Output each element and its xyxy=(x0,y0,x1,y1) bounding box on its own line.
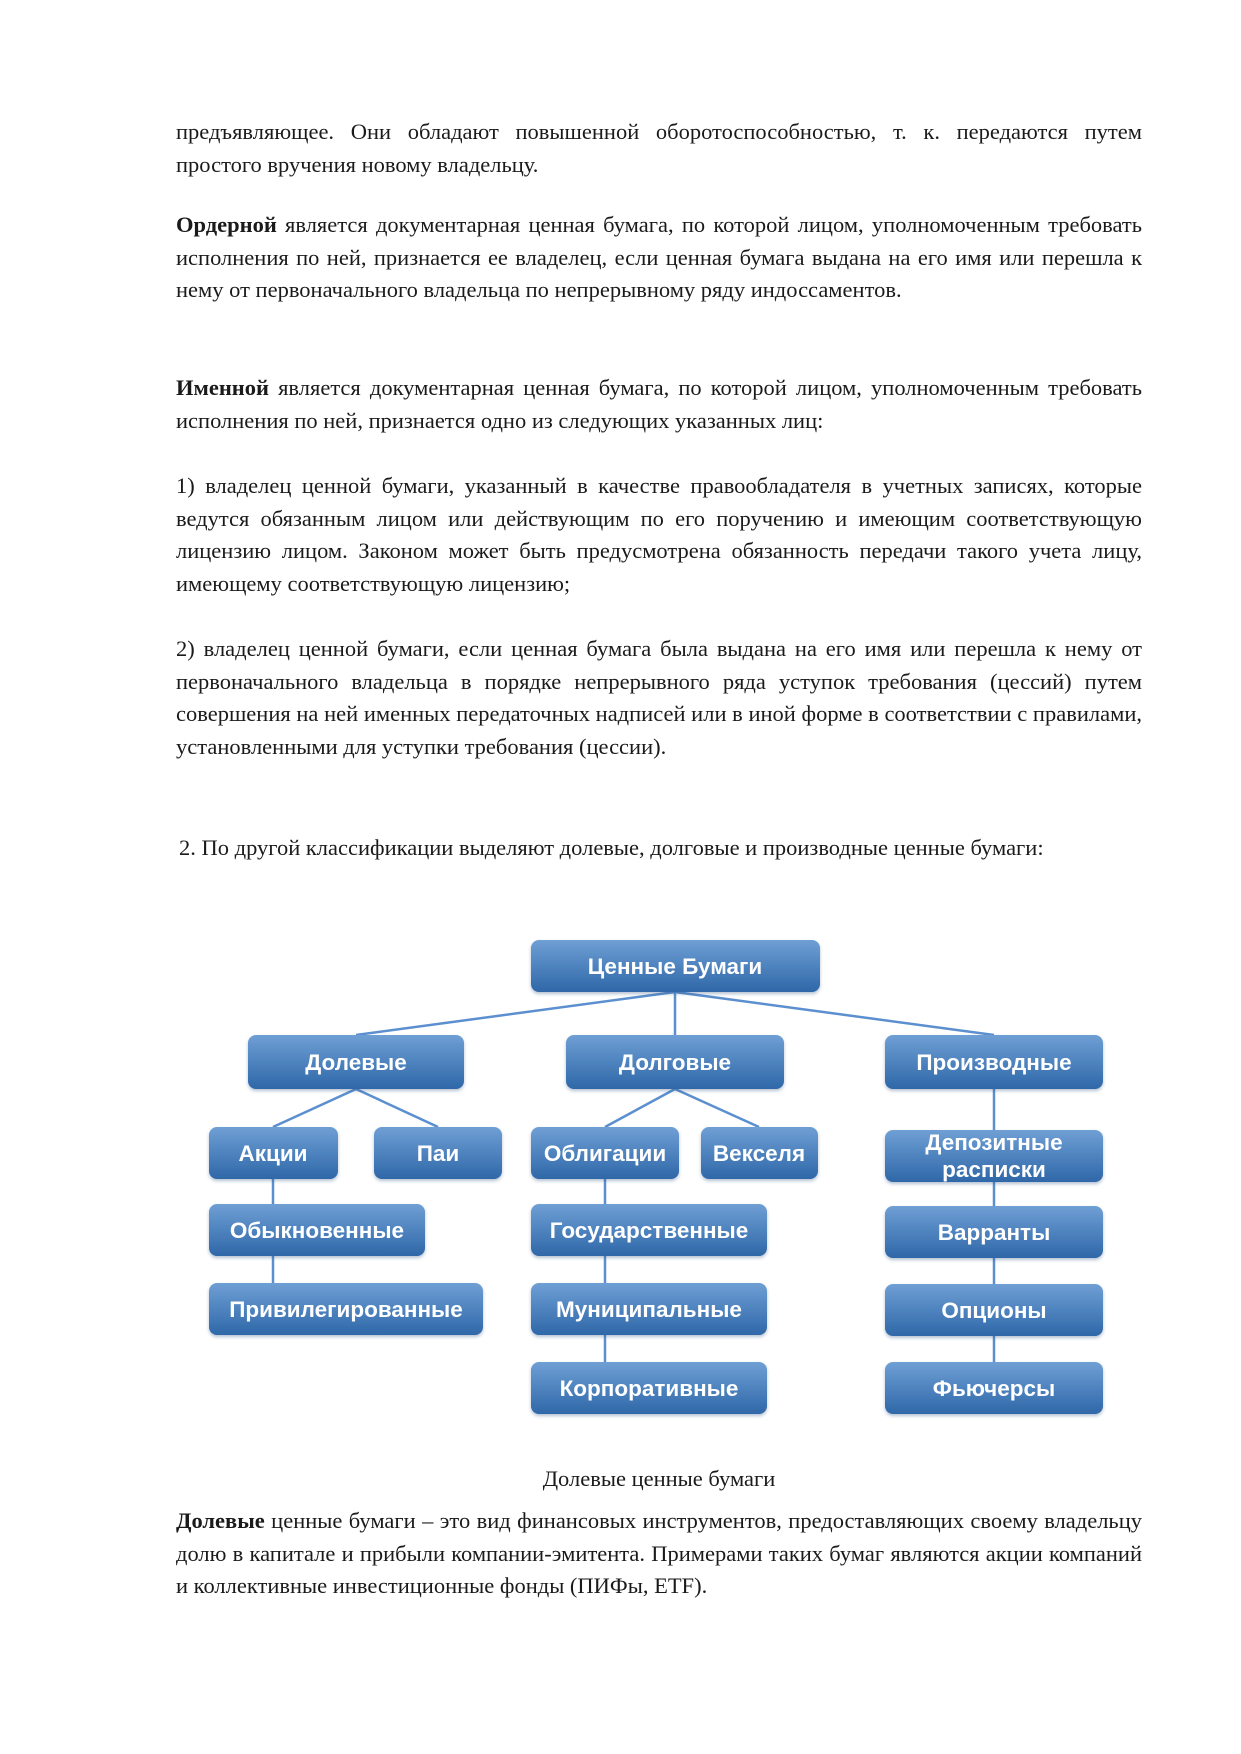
receipts-node xyxy=(885,1130,1103,1182)
equity-node-label: Долевые xyxy=(305,1050,407,1075)
equity-definition: ценные бумаги – это вид финансовых инструментов, предоставляющих своему владельцу долю в капитале и прибыли компании-эмитента. Примерами таких бумаг являются акции компаний и коллективные инвестиционные фонды (ПИФы, ETF). xyxy=(176,1508,1142,1599)
ordinary-node-label: Обыкновенные xyxy=(229,1218,405,1243)
corporate-node xyxy=(531,1362,767,1414)
warrants-node xyxy=(885,1206,1103,1258)
classification-heading: 2. По другой классификации выделяют долевые, долговые и производные ценные бумаги: xyxy=(179,835,1044,860)
root-node xyxy=(531,940,820,992)
shares-node xyxy=(209,1127,338,1179)
debt-node-label: Долговые xyxy=(618,1050,732,1075)
bills-node-label: Векселя xyxy=(712,1141,806,1166)
units-node-label: Паи xyxy=(416,1141,460,1166)
paragraph-bearer-continuation: предъявляющее. Они обладают повышенной оборотоспособностью, т. к. передаются путем простого вручения новому владельцу. xyxy=(176,119,1142,177)
futures-node-label: Фьючерсы xyxy=(932,1376,1056,1401)
registered-definition: является документарная ценная бумага, по которой лицом, уполномоченным требовать исполнения по ней, признается одно из следующих указанных лиц: xyxy=(176,375,1142,433)
paragraph-item-1: 1) владелец ценной бумаги, указанный в качестве правообладателя в учетных записях, которые ведутся обязанным лицом или действующим по его поручению и имеющим соответствующую лицензию лицом. Законом может быть предусмотрена обязанность передачи такого учета лицу, имеющему соответствующую лицензию; xyxy=(176,473,1142,597)
derivative-node xyxy=(885,1035,1103,1089)
term-registered: Именной xyxy=(176,375,269,400)
municipal-node xyxy=(531,1283,767,1335)
state-node xyxy=(531,1204,767,1256)
units-node xyxy=(374,1127,502,1179)
warrants-node-label: Варранты xyxy=(937,1220,1051,1245)
term-equity: Долевые xyxy=(176,1508,265,1533)
futures-node xyxy=(885,1362,1103,1414)
debt-node xyxy=(566,1035,784,1089)
shares-node-label: Акции xyxy=(238,1141,308,1166)
receipts-node-label-line2: расписки xyxy=(942,1157,1046,1182)
corporate-node-label: Корпоративные xyxy=(559,1376,739,1401)
options-node-label: Опционы xyxy=(941,1298,1047,1323)
bonds-node-label: Облигации xyxy=(543,1141,667,1166)
equity-node xyxy=(248,1035,464,1089)
derivative-node-label: Производные xyxy=(916,1050,1072,1075)
options-node xyxy=(885,1284,1103,1336)
bonds-node xyxy=(531,1127,679,1179)
order-definition: является документарная ценная бумага, по которой лицом, уполномоченным требовать исполнения по ней, признается ее владелец, если ценная бумага выдана на его имя или перешла к нему от первоначального владельца по непрерывному ряду индоссаментов. xyxy=(176,212,1142,303)
preferred-node-label: Привилегированные xyxy=(229,1297,463,1322)
paragraph-item-2: 2) владелец ценной бумаги, если ценная бумага была выдана на его имя или перешла к нему от первоначального владельца в порядке непрерывного ряда уступок требования (цессий) путем совершения на ней именных передаточных надписей или в иной форме в соответствии с правилами, установленными для уступки требования (цессии). xyxy=(176,636,1142,760)
municipal-node-label: Муниципальные xyxy=(556,1297,742,1322)
root-node-label: Ценные Бумаги xyxy=(587,954,763,979)
paragraph-equity-securities xyxy=(176,1505,1142,1603)
ordinary-node xyxy=(209,1204,425,1256)
bills-node xyxy=(701,1127,818,1179)
receipts-node-label-line1: Депозитные xyxy=(925,1130,1063,1155)
figure-caption: Долевые ценные бумаги xyxy=(542,1466,776,1491)
preferred-node xyxy=(209,1283,483,1335)
term-order: Ордерной xyxy=(176,212,277,237)
state-node-label: Государственные xyxy=(549,1218,749,1243)
